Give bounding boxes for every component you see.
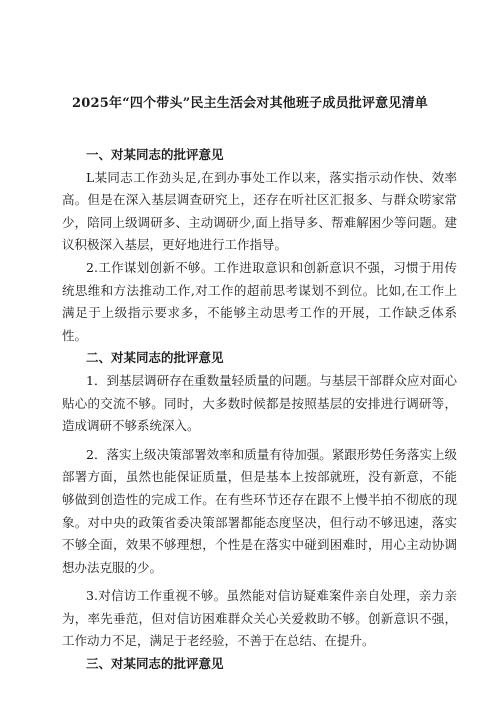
- paragraph: 3.对信访工作重视不够。虽然能对信访疑难案件亲自处理，亲力亲为，率先垂范，但对信访困难群众关心关爱救助不够。创新意识不强，工作动力不足，满足于老经验，不善于在总结、在提升。: [62, 588, 457, 649]
- section-heading: 三、对某同志的批评意见: [86, 656, 224, 672]
- paragraph: 2.工作谋划创新不够。工作进取意识和创新意识不强，习惯于用传统思维和方法推动工作,对工作的超前思考谋划不到位。比如,在工作上满足于上级指示要求多，不能够主动思考工作的开展，工作缺乏体系性。: [62, 259, 457, 343]
- document-title: 2025年“四个带头”民主生活会对其他班子成员批评意见清单: [72, 96, 428, 111]
- document-body: [62, 144, 457, 676]
- section-heading: 一、对某同志的批评意见: [86, 147, 224, 162]
- paragraph: 2．落实上级决策部署效率和质量有待加强。紧跟形势任务落实上级部署方面，虽然也能保证质量，但是基本上按部就班，没有新意，不能够做到创造性的完成工作。在有些环节还存在跟不上慢半拍不彻底的现象。对中央的政策省委决策部署都能态度坚决，但行动不够迅速，落实不够全面，效果不够理想，个性是在落实中碰到困难时，用心主动协调想办法克服的少。: [62, 446, 457, 575]
- paragraph: L某同志工作劲头足,在到办事处工作以来，落实指示动作快、效率高。但是在深入基层调查研究上，还存在听社区汇报多、与群众唠家常少，陪同上级调研多、主动调研少,面上指导多、帮难解困少等问题。建议积极深入基层，更好地进行工作指导。: [62, 169, 457, 253]
- paragraph: 1．到基层调研存在重数量轻质量的问题。与基层干部群众应对面心贴心的交流不够。同时，大多数时候都是按照基层的安排进行调研等，造成调研不够系统深入。: [62, 372, 457, 434]
- section-heading: 二、对某同志的批评意见: [86, 350, 224, 366]
